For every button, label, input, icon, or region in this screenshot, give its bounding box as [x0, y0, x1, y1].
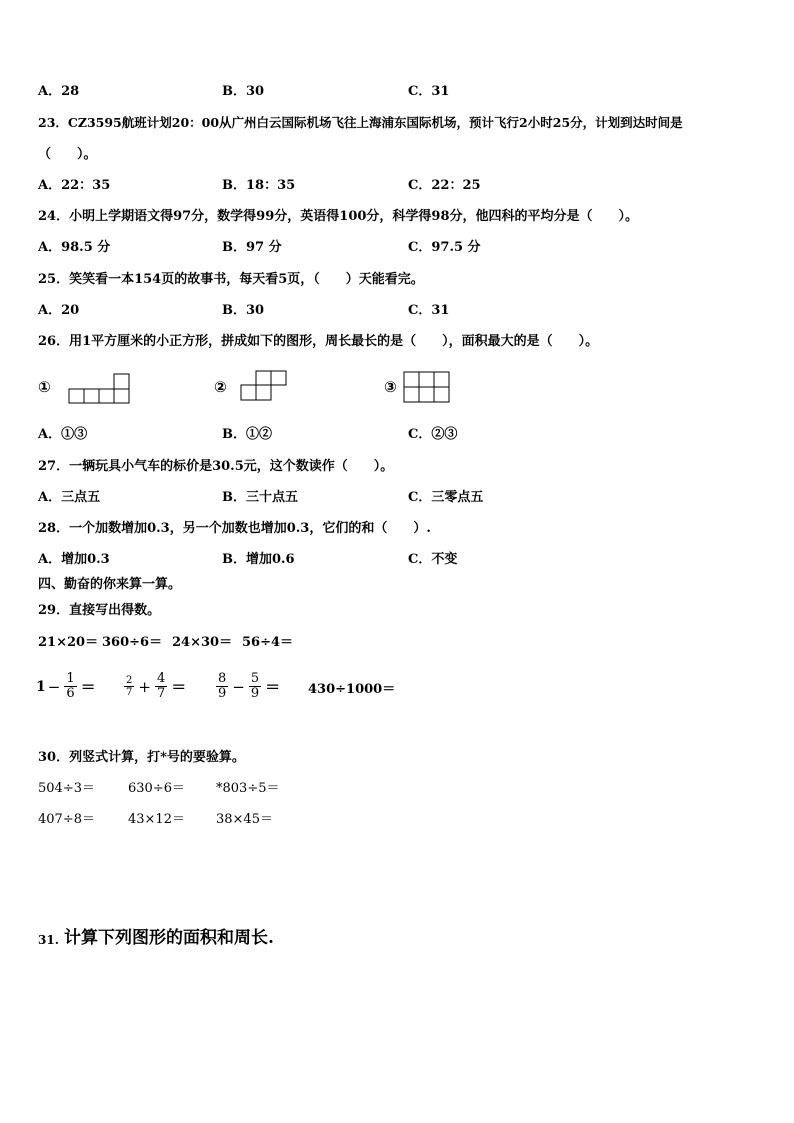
q29-expr-2: 360÷6＝ [102, 635, 163, 650]
figure-3-shape [403, 371, 453, 404]
numerator: 4 [156, 671, 166, 686]
denominator: 9 [218, 686, 227, 701]
q25-option-b: B．30 [222, 303, 265, 318]
q26-option-b: B．①② [222, 427, 272, 442]
q24-option-c: C．97.5 分 [408, 240, 481, 255]
numerator: 2 [126, 675, 133, 686]
q22-option-a: A．28 [38, 84, 80, 99]
equals-sign: ＝ [171, 678, 187, 696]
q23-option-a: A．22：35 [38, 178, 111, 193]
q30-expr-2: 630÷6＝ [128, 781, 185, 796]
q23-option-b: B．18：35 [222, 178, 296, 193]
q29-expr-3: 24×30＝ [172, 635, 233, 650]
q28-option-a: A．增加0.3 [38, 552, 110, 567]
q24-question: 24．小明上学期语文得97分，数学得99分，英语得100分，科学得98分，他四科的平均分是（ ）。 [38, 209, 639, 224]
denominator: 7 [156, 686, 166, 701]
fraction [64, 672, 76, 701]
numerator: 8 [218, 671, 227, 686]
q31-question: 计算下列图形的面积和周长. [64, 928, 274, 948]
numerator: 1 [66, 671, 75, 686]
q29-frac-expr-2 [122, 672, 188, 701]
q29-frac-expr-1 [36, 672, 98, 701]
q23-option-c: C．22：25 [408, 178, 481, 193]
q26-option-a: A．①③ [38, 427, 88, 442]
q27-option-c: C．三零点五 [408, 490, 484, 505]
q29-question: 29．直接写出得数。 [38, 603, 161, 618]
q24-option-a: A．98.5 分 [38, 240, 111, 255]
figure-2-label: ② [214, 378, 227, 396]
fraction [216, 672, 228, 701]
q23-question-blank: （ ）。 [38, 147, 97, 162]
q28-option-b: B．增加0.6 [222, 552, 295, 567]
equals-sign: ＝ [80, 678, 96, 696]
q30-question: 30．列竖式计算，打*号的要验算。 [38, 750, 245, 765]
figure-1-shape [68, 372, 132, 404]
q25-question: 25．笑笑看一本154页的故事书，每天看5页，（ ）天能看完。 [38, 272, 424, 287]
q27-question: 27．一辆玩具小气车的标价是30.5元，这个数读作（ ）。 [38, 459, 394, 474]
figure-3-label: ③ [384, 378, 397, 396]
q27-option-b: B．三十点五 [222, 490, 298, 505]
q25-option-a: A．20 [38, 303, 80, 318]
q23-question: 23．CZ3595航班计划20：00从广州白云国际机场飞往上海浦东国际机场，预计飞行2小时25分，计划到达时间是 [38, 115, 683, 130]
q29-expr-4: 56÷4＝ [242, 635, 294, 650]
denominator: 6 [66, 686, 75, 701]
fraction [124, 675, 134, 698]
minus-sign: − [47, 677, 61, 696]
numerator: 5 [250, 671, 260, 686]
q26-option-c: C．②③ [408, 427, 458, 442]
equals-sign: ＝ [265, 678, 281, 696]
q31-number: 31. [38, 933, 59, 947]
q27-option-a: A．三点五 [38, 490, 101, 505]
q26-question: 26．用1平方厘米的小正方形，拼成如下的图形，周长最长的是（ ），面积最大的是（ ）。 [38, 334, 599, 349]
fraction [155, 672, 167, 701]
minus-sign: − [232, 677, 245, 696]
q29-expr-1: 21×20＝ [38, 635, 99, 650]
q22-option-b: B．30 [222, 84, 265, 99]
plus-sign: + [138, 677, 151, 696]
denominator: 7 [126, 687, 133, 698]
q30-expr-5: 43×12＝ [128, 812, 185, 827]
q30-expr-4: 407÷8＝ [38, 812, 95, 827]
q24-option-b: B．97 分 [222, 240, 282, 255]
fraction [249, 672, 261, 701]
q28-question: 28．一个加数增加0.3，另一个加数也增加0.3，它们的和（ ）. [38, 521, 431, 536]
q25-option-c: C．31 [408, 303, 450, 318]
q29-frac-expr-3 [214, 672, 282, 701]
q30-expr-3: *803÷5＝ [216, 781, 280, 796]
q30-expr-6: 38×45＝ [216, 812, 273, 827]
section-title: 四、勤奋的你来算一算。 [38, 577, 182, 592]
q28-option-c: C．不变 [408, 552, 458, 567]
figure-1-label: ① [38, 378, 51, 396]
q22-option-c: C．31 [408, 84, 450, 99]
q29-expr-div: 430÷1000＝ [308, 682, 396, 697]
figure-2-shape [240, 370, 290, 402]
frac-lead: 1 [36, 678, 46, 695]
denominator: 9 [250, 686, 260, 701]
q30-expr-1: 504÷3＝ [38, 781, 95, 796]
